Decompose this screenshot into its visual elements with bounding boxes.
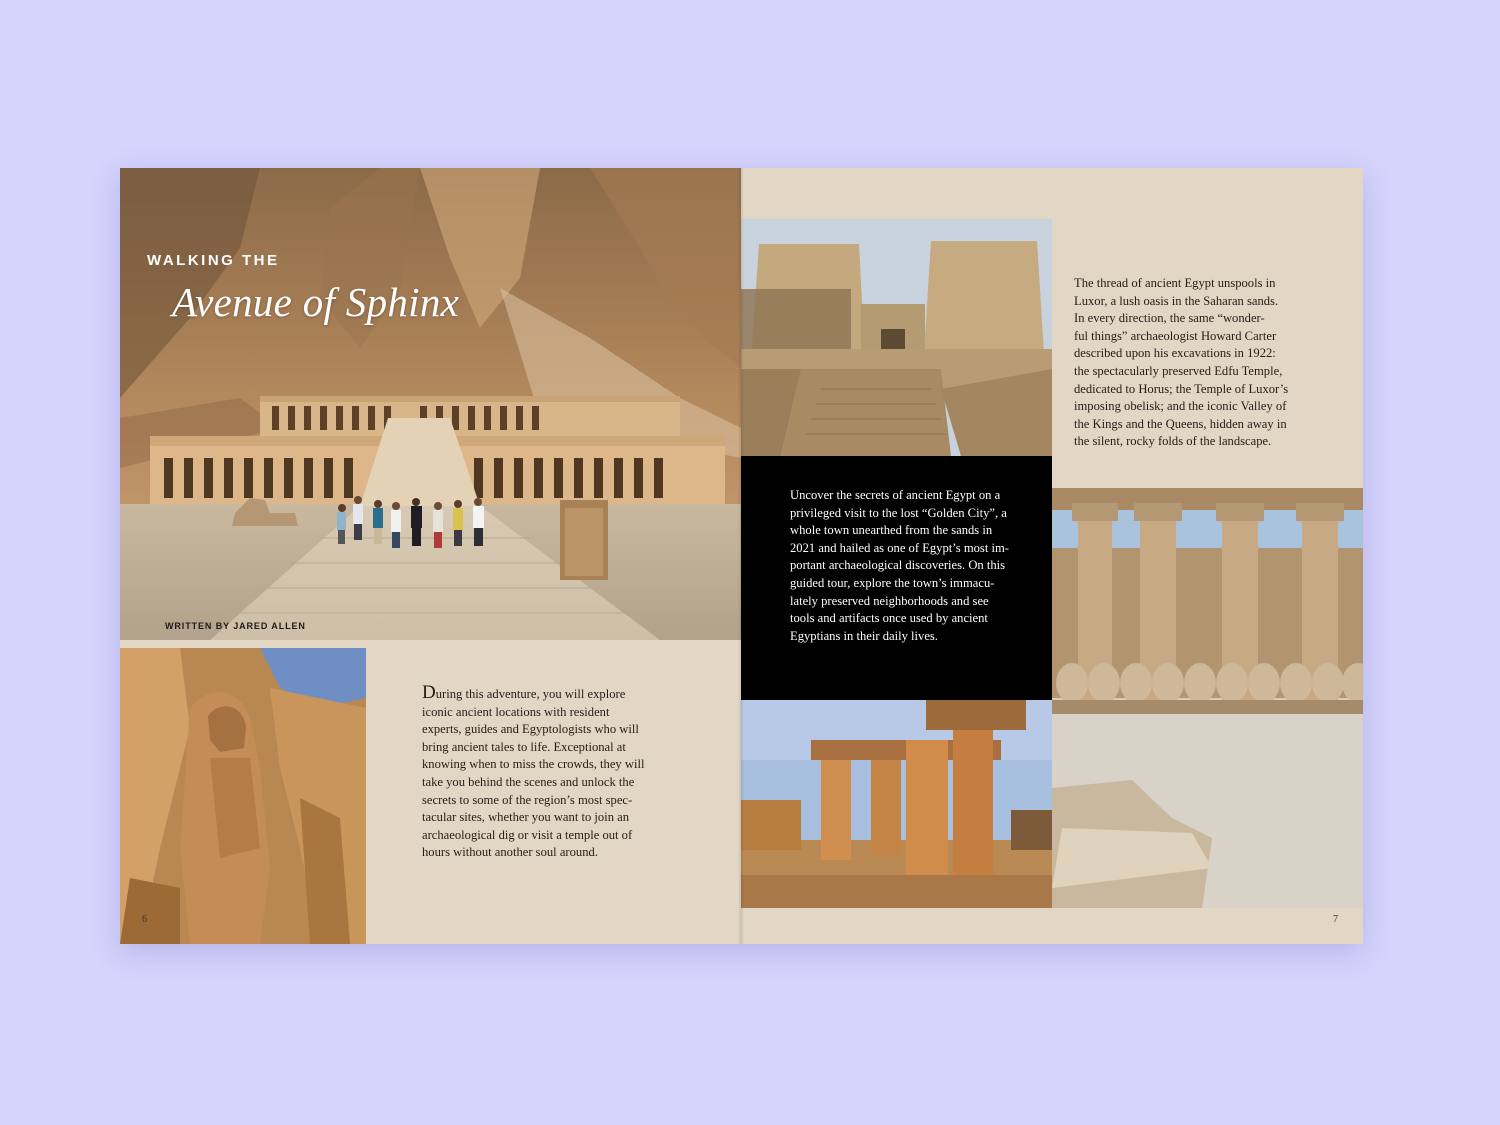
body-line: hours without another soul around. xyxy=(422,845,598,860)
callout-line: Uncover the secrets of ancient Egypt on a xyxy=(790,488,1001,502)
photo-edfu-temple xyxy=(741,219,1052,456)
photo-kom-ombo-columns xyxy=(741,700,1052,908)
edfu-illustration xyxy=(741,219,1052,456)
right-intro-text xyxy=(1074,275,1334,451)
body-line: bring ancient tales to life. Exceptional at xyxy=(422,739,626,754)
callout-line: portant archaeological discoveries. On this xyxy=(790,558,1006,573)
article-kicker: WALKING THE xyxy=(147,252,280,269)
intro-line: the spectacularly preserved Edfu Temple, xyxy=(1074,363,1283,378)
body-line: knowing when to miss the crowds, they will xyxy=(422,757,645,772)
callout-line: 2021 and hailed as one of Egypt’s most im- xyxy=(790,540,1009,555)
callout-line: tools and artifacts once used by ancient xyxy=(790,611,988,626)
callout-line: Egyptians in their daily lives. xyxy=(790,628,938,643)
magazine-spread xyxy=(120,168,1363,944)
intro-line: imposing obelisk; and the iconic Valley of xyxy=(1074,399,1287,414)
photo-colossus xyxy=(120,648,366,944)
ram-avenue-illustration xyxy=(1052,488,1363,908)
intro-line: the silent, rocky folds of the landscape. xyxy=(1074,434,1272,449)
body-line: archaeological dig or visit a temple out of xyxy=(422,827,633,842)
article-byline: WRITTEN BY JARED ALLEN xyxy=(165,621,306,631)
hero-photo-temple xyxy=(120,168,741,640)
body-line: take you behind the scenes and unlock the xyxy=(422,774,635,789)
intro-line: ful things” archaeologist Howard Carter xyxy=(1074,328,1277,343)
callout-line: privileged visit to the lost “Golden City”, a xyxy=(790,505,1007,520)
intro-line: described upon his excavations in 1922: xyxy=(1074,346,1276,361)
columns-illustration xyxy=(741,700,1052,908)
photo-ram-sphinx-avenue xyxy=(1052,488,1363,908)
intro-line: the Kings and the Queens, hidden away in xyxy=(1074,416,1287,431)
left-body-text xyxy=(422,682,712,862)
body-line: iconic ancient locations with resident xyxy=(422,704,610,719)
intro-line: dedicated to Horus; the Temple of Luxor’s xyxy=(1074,381,1289,396)
body-line: During this adventure, you will explore xyxy=(422,682,626,703)
colossus-illustration xyxy=(120,648,366,944)
article-title: Avenue of Sphinx xyxy=(172,279,460,325)
intro-line: Luxor, a lush oasis in the Saharan sands. xyxy=(1074,293,1279,308)
page-number-left: 6 xyxy=(142,914,147,925)
intro-line: The thread of ancient Egypt unspools in xyxy=(1074,276,1276,290)
body-line: experts, guides and Egyptologists who will xyxy=(422,722,639,737)
callout-text xyxy=(790,487,1040,645)
body-line: secrets to some of the region’s most spec- xyxy=(422,792,633,807)
callout-line: whole town unearthed from the sands in xyxy=(790,523,993,538)
intro-line: In every direction, the same “wonder- xyxy=(1074,311,1265,326)
body-line: tacular sites, whether you want to join an xyxy=(422,810,630,825)
hero-illustration xyxy=(120,168,741,640)
callout-line: lately preserved neighborhoods and see xyxy=(790,593,989,608)
callout-line: guided tour, explore the town’s immacu- xyxy=(790,575,995,590)
page-number-right: 7 xyxy=(1333,914,1338,925)
drop-cap: D xyxy=(422,682,436,703)
